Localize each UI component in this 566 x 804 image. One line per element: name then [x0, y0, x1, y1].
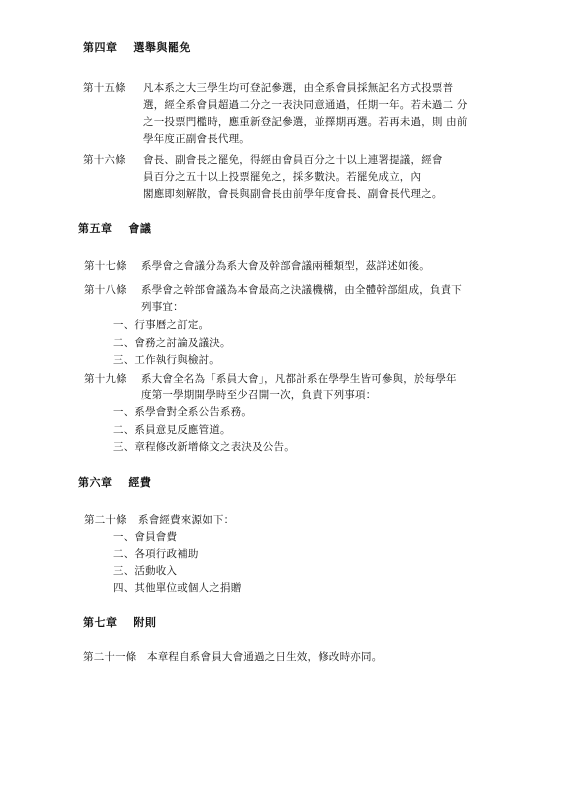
article-20-line-1: 系會經費來源如下：: [138, 514, 235, 526]
article-18-line-2: 列事宜：: [141, 301, 184, 313]
article-15-label: 第十五條: [83, 82, 126, 94]
article-21-label: 第二十一條: [83, 651, 137, 663]
chapter-5-heading: 第五章 會議: [78, 222, 152, 235]
chapter-7-heading: 第七章 附則: [83, 616, 157, 629]
article-19-item-1: 一、系學會對全系公告系務。: [113, 406, 253, 418]
article-19-line-1: 系大會全名為「系員大會」，凡都計系在學學生皆可參與，於每學年: [141, 373, 457, 385]
article-17-label: 第十七條: [84, 260, 127, 272]
article-15-line-4: 學年度正副會長代理。: [143, 133, 250, 145]
article-20-item-1: 一、會員會費: [113, 531, 178, 543]
article-20-label: 第二十條: [84, 514, 127, 526]
article-19-label: 第十九條: [84, 373, 127, 385]
article-16-line-2: 員百分之五十以上投票罷免之，採多數決。若罷免成立，內: [143, 171, 422, 183]
article-18-item-1: 一、行事曆之訂定。: [113, 319, 210, 331]
article-20-item-3: 三、活動收入: [113, 565, 178, 577]
article-19-item-2: 二、系員意見反應管道。: [113, 424, 231, 436]
chapter-4-heading: 第四章 選舉與罷免: [83, 41, 191, 54]
article-19-item-3: 三、章程修改新增條文之表決及公告。: [113, 441, 295, 453]
article-20-item-4: 四、其他單位或個人之捐贈: [113, 582, 242, 594]
chapter-6-heading: 第六章 經費: [78, 476, 152, 489]
article-18-item-3: 三、工作執行與檢討。: [113, 354, 220, 366]
article-15-line-1: 凡本系之大三學生均可登記參選，由全系會員採無記名方式投票普: [143, 82, 454, 94]
article-18-item-2: 二、會務之討論及議決。: [113, 337, 231, 349]
article-16-line-3: 閣應即刻解散，會長與副會長由前學年度會長、副會長代理之。: [143, 188, 443, 200]
article-16-label: 第十六條: [83, 154, 126, 166]
article-17-line-1: 系學會之會議分為系大會及幹部會議兩種類型，茲詳述如後。: [141, 260, 430, 272]
article-19-line-2: 度第一學期開學時至少召開一次，負責下列事項：: [141, 389, 377, 401]
article-16-line-1: 會長、副會長之罷免，得經由會員百分之十以上連署提議，經會: [143, 154, 443, 166]
article-15-line-2: 選，經全系會員超過二分之一表決同意通過，任期一年。若未過二 分: [143, 99, 468, 111]
article-21-line-1: 本章程自系會員大會通過之日生效，修改時亦同。: [147, 651, 383, 663]
article-18-line-1: 系學會之幹部會議為本會最高之決議機構，由全體幹部組成，負責下: [141, 284, 462, 296]
article-20-item-2: 二、各項行政補助: [113, 548, 199, 560]
article-15-line-3: 之一投票門檻時，應重新登記參選，並擇期再選。若再未過，則 由前: [143, 116, 468, 128]
article-18-label: 第十八條: [84, 284, 127, 296]
